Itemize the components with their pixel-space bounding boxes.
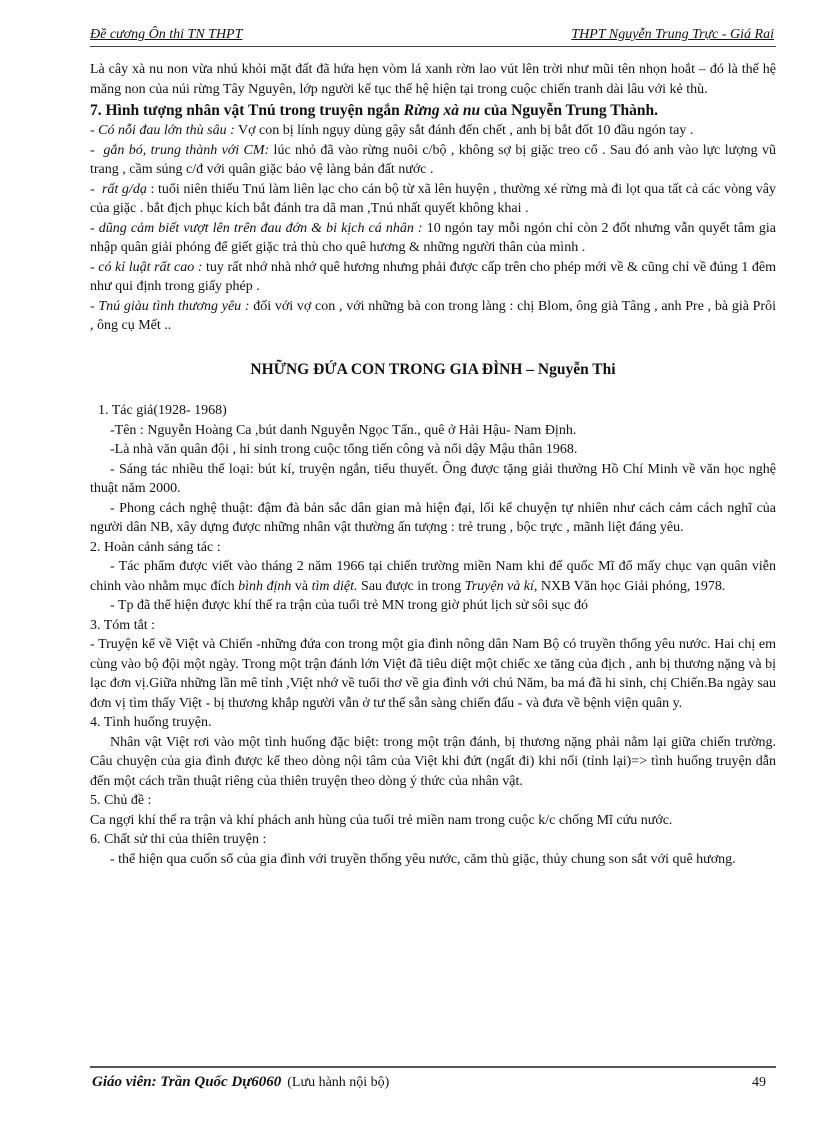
- section-7-item: - Có nỗi đau lớn thù sâu : Vợ con bị lính ngụy dùng gậy sắt đánh đến chết , anh bị bắt đốt 10 đầu ngón tay .: [90, 123, 694, 138]
- section-7-item: - Tnú giàu tình thương yêu : đối với vợ con , với những bà con trong làng : chị Blom, ông già Tâng , anh Pre , bà già Prôi , ông cụ Mết ..: [90, 298, 776, 333]
- section-4-heading: 4. Tình huống truyện.: [90, 715, 212, 730]
- intro-paragraph: Là cây xà nu non vừa nhú khỏi mặt đất đã hứa hẹn vòm lá xanh rờn lao vút lên trời như mũi tên nhọn hoắt – đó là thế hệ măng non của núi rừng Tây Nguyên, lớp người kế tục thế hệ hiện tại trong cuộc chiến tranh dài lâu với kẻ thù.: [90, 62, 776, 97]
- section-6-text: - thể hiện qua cuốn sổ của gia đình với truyền thống yêu nước, căm thù giặc, thủy chung son sắt với quê hương.: [110, 851, 736, 867]
- page-number: 49: [752, 1075, 766, 1090]
- footer-note: (Lưu hành nội bộ): [287, 1075, 390, 1090]
- page-header: [90, 26, 776, 47]
- section-5-heading: 5. Chủ đề :: [90, 793, 152, 808]
- section-7-item: - gắn bó, trung thành với CM: lúc nhỏ đã vào rừng nuôi c/bộ , không sợ bị giặc treo cổ . Sau đó anh vào lực lượng vũ trang , cầm súng c/đ với quân giặc bảo vệ làng bản đất nước .: [90, 142, 777, 177]
- section-1-item: - Phong cách nghệ thuật: đậm đà bản sắc dân gian mà hiện đại, lối kể chuyện tự nhiên như cách cảm cách nghĩ của người dân NB, xây dựng được những nhân vật thường ấn tượng : trẻ trung , bộc trực , mãnh liệt đáng yêu.: [90, 500, 776, 535]
- header-right: THPT Nguyễn Trung Trực - Giá Rai: [571, 27, 774, 42]
- section-7-item: - rất g/dạ : tuổi niên thiếu Tnú làm liên lạc cho cán bộ từ xã lên huyện , thường xé rừng mà đi lọt qua tất cả các vòng vây của giặc . bắt địch phục kích bắt đánh tra dã man ,Tnú nhất quyết không khai .: [90, 181, 776, 216]
- section-7-item: - có kỉ luật rất cao : tuy rất nhớ nhà nhớ quê hương nhưng phải được cấp trên cho phép mới về & cũng chỉ về đúng 1 đêm như qui định trong giấy phép .: [90, 259, 777, 294]
- page-footer: [90, 1066, 776, 1090]
- section-3-heading: 3. Tóm tắt :: [90, 617, 156, 633]
- header-left: Đề cương Ôn thi TN THPT: [90, 27, 243, 42]
- section-1-item: -Là nhà văn quân đội , hi sinh trong cuộc tổng tiến công và nổi dậy Mậu thân 1968.: [110, 442, 578, 457]
- section-2-item: - Tác phẩm được viết vào tháng 2 năm 1966 tại chiến trường miền Nam khi đế quốc Mĩ đổ mấy chục vạn quân viễn chinh vào nhằm mục đích bình định và tìm diệt. Sau được in trong Truyện và kí, NXB Văn học Giải phóng, 1978.: [90, 559, 776, 594]
- page-body: [90, 60, 776, 869]
- section-5-text: Ca ngợi khí thế ra trận và khí phách anh hùng của tuổi trẻ miền nam trong cuộc k/c chống Mĩ cứu nước.: [90, 812, 673, 828]
- article-title: NHỮNG ĐỨA CON TRONG GIA ĐÌNH – Nguyễn Thi: [250, 360, 616, 378]
- section-4-text: Nhân vật Việt rơi vào một tình huống đặc biệt: trong một trận đánh, bị thương nặng phải nằm lại giữa chiến trường. Câu chuyện của gia đình được kể theo dòng nội tâm của Việt khi đứt (ngất đi) khi nối (tỉnh lại)=> tình huống truyện dẫn đến một cách trần thuật riêng của thiên truyện theo dòng ý thức của nhân vật.: [90, 734, 776, 789]
- section-7-heading: 7. Hình tượng nhân vật Tnú trong truyện ngắn Rừng xà nu của Nguyễn Trung Thành.: [90, 102, 659, 119]
- section-2-item: - Tp đã thể hiện được khí thế ra trận của tuổi trẻ MN trong giờ phút lịch sử sôi sục đó: [110, 598, 589, 613]
- section-1-heading: 1. Tác giả(1928- 1968): [98, 403, 227, 418]
- section-7-item: - dũng cảm biết vượt lên trên đau đớn & bi kịch cá nhân : 10 ngón tay mỗi ngón chỉ còn 2 đốt nhưng vẫn quyết tâm gia nhập quân giải phóng để giết giặc trả thù cho quê hương & những người thân của mình .: [90, 220, 776, 255]
- section-1-item: - Sáng tác nhiều thể loại: bút kí, truyện ngắn, tiểu thuyết. Ông được tặng giải thưởng Hồ Chí Minh về văn học nghệ thuật năm 2000.: [90, 461, 776, 496]
- section-6-heading: 6. Chất sử thi của thiên truyện :: [90, 832, 267, 847]
- section-2-heading: 2. Hoàn cảnh sáng tác :: [90, 539, 221, 555]
- section-1-item: -Tên : Nguyễn Hoàng Ca ,bút danh Nguyễn Ngọc Tấn., quê ở Hải Hậu- Nam Định.: [110, 422, 577, 438]
- section-3-text: - Truyện kể về Việt và Chiến -những đứa con trong một gia đình nông dân Nam Bộ có truyền thống yêu nước. Hai chị em cùng vào bộ đội một ngày. Trong một trận đánh lớn Việt đã tiêu diệt một chiếc xe tăng của địch , anh bị thương nặng và bị lạc đơn vị.Giữa những lần mê tỉnh ,Việt nhớ về tuổi thơ về gia đình với chú Năm, ba má đã hi sinh, chị Chiến.Ba ngày sau đơn vị tìm thấy Việt - bị thương khắp người vẫn ở tư thế sẵn sàng chiến đấu - và đưa về bệnh viện quân y.: [90, 637, 776, 711]
- footer-teacher: Giáo viên: Trần Quốc Dự6060 (Lưu hành nội bộ): [92, 1074, 390, 1090]
